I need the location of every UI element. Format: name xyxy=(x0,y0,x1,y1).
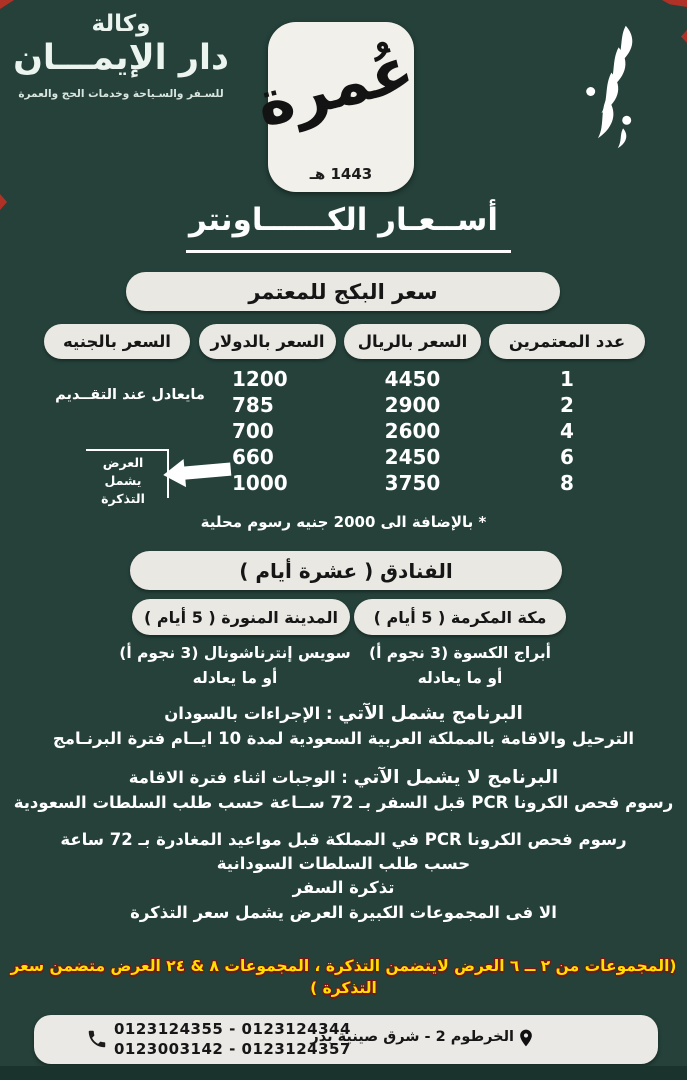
local-fees-note: * بالإضافة الى 2000 جنيه رسوم محلية xyxy=(200,513,487,531)
program-includes-line1 xyxy=(8,700,679,727)
phone-icon xyxy=(86,1028,108,1050)
table-cell: 2450 xyxy=(384,445,441,469)
col-header-pilgrim-count: عدد المعتمرين xyxy=(489,324,645,359)
left-arrow-icon xyxy=(161,453,234,491)
pilgrim-count-column xyxy=(489,366,645,496)
table-cell: 700 xyxy=(232,419,274,443)
madinah-hotel-name: سويس إنترناشونال (3 نجوم أ) xyxy=(119,644,351,662)
page-title: أســعـار الكــــــاونتر xyxy=(188,202,499,238)
col-header-price-junaih: السعر بالجنيه xyxy=(44,324,190,359)
makkah-hotel-block xyxy=(340,641,580,691)
phone-line1: 0123124355 - 0123124344 xyxy=(114,1020,351,1038)
bottom-strip xyxy=(0,1066,687,1080)
table-cell: 785 xyxy=(232,393,274,417)
riyal-price-column xyxy=(344,366,481,496)
location-pin-icon xyxy=(516,1026,536,1050)
makkah-pill: مكة المكرمة ( 5 أيام ) xyxy=(354,599,566,635)
program-excludes-line6: الا فى المجموعات الكبيرة العرض يشمل سعر التذكرة xyxy=(130,902,557,922)
table-cell: 2600 xyxy=(384,419,441,443)
program-excludes-line4: حسب طلب السلطات السودانية xyxy=(216,853,471,873)
table-cell: 4450 xyxy=(384,367,441,391)
callout-line2: التذكرة xyxy=(101,491,145,507)
program-excludes-first-item: : الوجبات اثناء فترة الاقامة xyxy=(128,767,348,787)
brand-calligraphy-icon xyxy=(569,24,661,150)
umrah-1443-badge xyxy=(248,22,421,192)
package-price-banner: سعر البكج للمعتمر xyxy=(126,272,560,311)
program-details xyxy=(8,700,679,925)
table-cell: 6 xyxy=(560,445,574,469)
dollar-price-column xyxy=(232,366,342,496)
madinah-hotel-equivalent: أو ما يعادله xyxy=(192,668,278,687)
callout-line1: العرض يشمل xyxy=(102,455,144,489)
umrah-calligraphy: عُمرة xyxy=(248,31,421,141)
hotels-banner: الفنادق ( عشرة أيام ) xyxy=(130,551,562,590)
junaih-equivalent-note: مايعادل عند التقــديم xyxy=(55,387,205,403)
agency-name-line1: وكالة xyxy=(91,11,151,37)
program-includes-first-item: : الإجراءات بالسودان xyxy=(164,704,333,723)
table-cell: 1000 xyxy=(232,471,288,495)
table-cell: 3750 xyxy=(384,471,441,495)
groups-ticket-note: (المجموعات من ٢ ــ ٦ العرض لايتضمن التذكرة ، المجموعات ٨ & ٢٤ العرض متضمن سعر التذكرة ) xyxy=(10,957,677,997)
table-cell: 660 xyxy=(232,445,274,469)
makkah-hotel-name: أبراج الكسوة (3 نجوم أ) xyxy=(369,644,551,662)
madinah-pill: المدينة المنورة ( 5 أيام ) xyxy=(132,599,350,635)
table-cell: 2 xyxy=(560,393,574,417)
program-excludes-line2: رسوم فحص الكرونا PCR قبل السفر بـ 72 ســاعة حسب طلب السلطات السعودية xyxy=(13,793,674,813)
offer-includes-ticket-callout xyxy=(86,449,169,507)
address-label: الخرطوم 2 - شرق صينية بدر xyxy=(310,1029,514,1045)
program-excludes-line5: تذكرة السفر xyxy=(292,878,395,898)
contact-bar xyxy=(34,1015,658,1064)
col-header-price-riyal: السعر بالريال xyxy=(344,324,481,359)
agency-tagline: للسـفر والسـياحة وخدمات الحج والعمرة xyxy=(18,88,224,101)
table-cell: 2900 xyxy=(384,393,441,417)
program-excludes-line3: رسوم فحص الكرونا PCR في المملكة قبل مواعيد المغادرة بـ 72 ساعة xyxy=(60,829,627,849)
program-includes-line2: الترحيل والاقامة بالمملكة العربية السعودية لمدة 10 ايــام فترة البرنـامج xyxy=(52,729,635,749)
agency-name-line2: دار الإيمـــان xyxy=(13,38,229,79)
scan-artifact xyxy=(681,30,687,43)
program-includes-heading: البرنامج يشمل الآتي xyxy=(338,703,523,724)
program-excludes-heading: البرنامج لا يشمل الآتي xyxy=(353,766,559,788)
title-underline xyxy=(186,250,511,253)
agency-header xyxy=(12,12,230,100)
madinah-hotel-block xyxy=(102,641,368,691)
umrah-year-label: 1443 هـ xyxy=(309,165,373,183)
scan-artifact xyxy=(0,0,14,9)
table-cell: 4 xyxy=(560,419,574,443)
table-cell: 1200 xyxy=(232,367,288,391)
scan-artifact xyxy=(662,0,687,7)
table-cell: 1 xyxy=(560,367,574,391)
makkah-hotel-equivalent: أو ما يعادله xyxy=(417,668,503,687)
col-header-price-dollar: السعر بالدولار xyxy=(199,324,336,359)
phone-line2: 0123003142 - 0123124357 xyxy=(114,1039,351,1058)
program-excludes-line1 xyxy=(8,764,679,791)
table-cell: 8 xyxy=(560,471,574,495)
